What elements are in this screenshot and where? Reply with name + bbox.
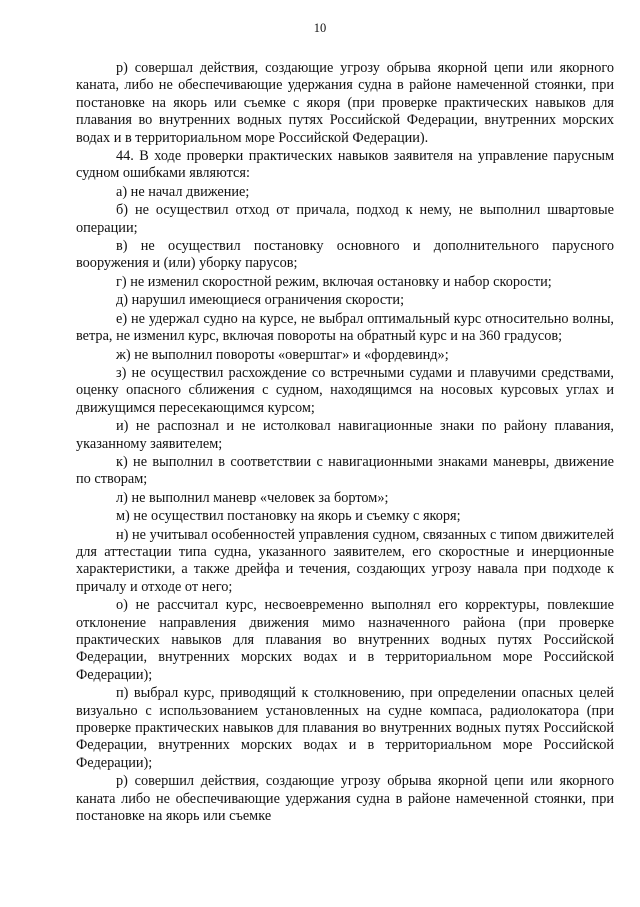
- list-item-n: н) не учитывал особенностей управления судном, связанных с типом движителей для аттестации типа судна, указанного заявителем, его скоростные и инерционные характеристики, а также дрейфа и течения, создающих угрозу навала при подходе к причалу и отходе от него;: [76, 526, 614, 595]
- paragraph-44: 44. В ходе проверки практических навыков заявителя на управление парусным судном ошибками являются:: [76, 148, 614, 182]
- paragraph-r-prev: р) совершал действия, создающие угрозу обрыва якорной цепи или якорного каната, либо не обеспечивающие удержания судна в районе намеченной стоянки, при постановке на якорь или съемке с якоря (при проверке практических навыков для плавания во внутренних водных путях Российской Федерации, внутренних морских водах и в территориальном море Российской Федерации).: [76, 60, 614, 146]
- list-item-l: л) не выполнил маневр «человек за бортом»;: [116, 489, 389, 506]
- list-item-b: б) не осуществил отход от причала, подход к нему, не выполнил швартовые операции;: [76, 202, 614, 236]
- list-item-p: п) выбрал курс, приводящий к столкновению, при определении опасных целей визуально с использованием установленных на судне компаса, радиолокатора (при проверке практических навыков для плавания во внутренних водных путях Российской Федерации, внутренних морских водах и в территориальном море Российской Федерации);: [76, 685, 614, 771]
- list-item-zh: ж) не выполнил повороты «оверштаг» и «фордевинд»;: [116, 346, 449, 363]
- document-body: [76, 60, 614, 826]
- list-item-k: к) не выполнил в соответствии с навигационными знаками маневры, движение по створам;: [76, 453, 614, 488]
- list-item-v: в) не осуществил постановку основного и дополнительного парусного вооружения и (или) уборку парусов;: [76, 238, 614, 272]
- list-item-r: р) совершил действия, создающие угрозу обрыва якорной цепи или якорного каната либо не обеспечивающие удержания судна в районе намеченной стоянки, при постановке на якорь или съемке: [76, 773, 614, 825]
- list-item-g: г) не изменил скоростной режим, включая остановку и набор скорости;: [116, 273, 552, 290]
- list-item-o: о) не рассчитал курс, несвоевременно выполнял его корректуры, повлекшие отклонение направления движения мимо назначенного района (при проверке практических навыков для плавания во внутренних водных путях Российской Федерации, внутренних морских водах и в территориальном море Российской Федерации);: [76, 597, 614, 683]
- page-number: 10: [313, 21, 327, 35]
- list-item-a: а) не начал движение;: [116, 183, 250, 200]
- list-item-m: м) не осуществил постановку на якорь и съемку с якоря;: [116, 508, 461, 525]
- list-item-d: д) нарушил имеющиеся ограничения скорости;: [116, 292, 405, 309]
- list-item-i: и) не распознал и не истолковал навигационные знаки по району плавания, указанному заявителем;: [76, 418, 614, 452]
- list-item-z: з) не осуществил расхождение со встречными судами и плавучими средствами, оценку опасного сближения с судном, находящимся на носовых курсовых углах и движущимся пересекающимся курсом;: [76, 364, 614, 416]
- list-item-e: е) не удержал судно на курсе, не выбрал оптимальный курс относительно волны, ветра, не изменил курс, включая повороты на обратный курс и на 360 градусов;: [76, 310, 614, 345]
